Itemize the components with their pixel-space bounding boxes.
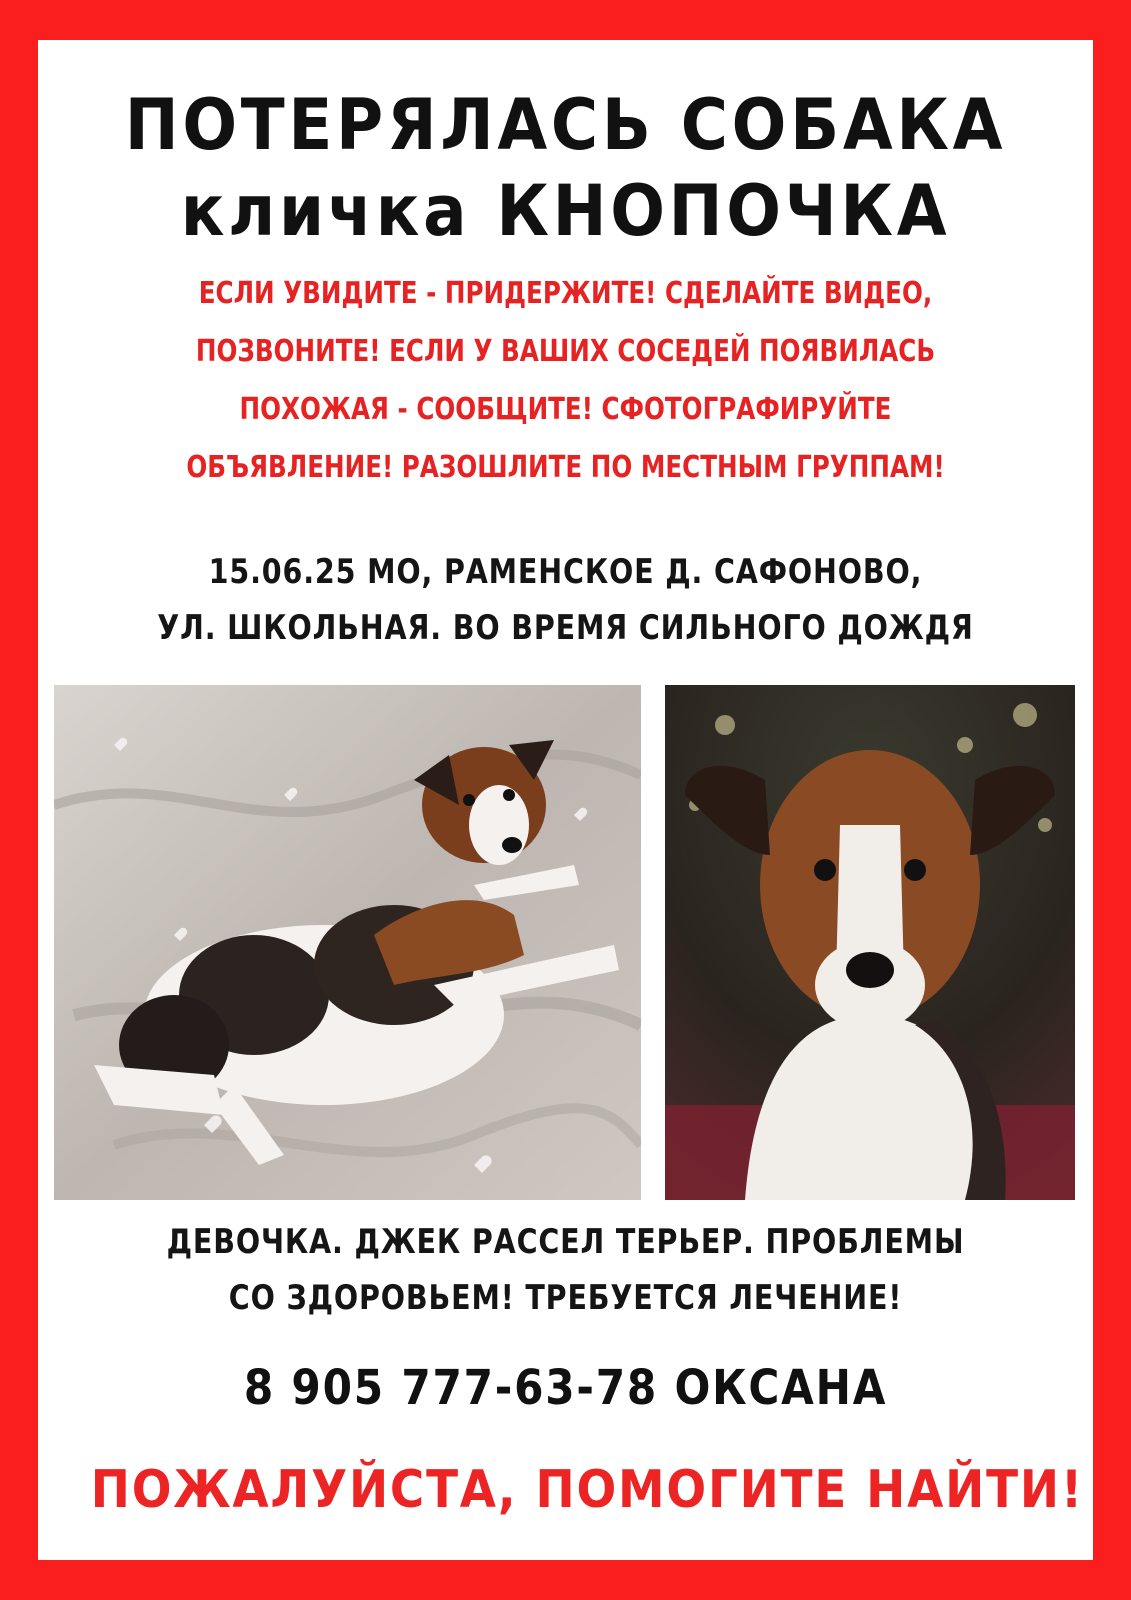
lost-dog-poster	[38, 40, 1093, 1560]
appeal-line-1: ЕСЛИ УВИДИТЕ - ПРИДЕРЖИТЕ! СДЕЛАЙТЕ ВИДЕО,	[198, 276, 933, 311]
description-line-1: ДЕВОЧКА. ДЖЕК РАССЕЛ ТЕРЬЕР. ПРОБЛЕМЫ	[166, 1222, 965, 1262]
location-line-2: УЛ. ШКОЛЬНАЯ. ВО ВРЕМЯ СИЛЬНОГО ДОЖДЯ	[157, 608, 974, 648]
title-line-1: ПОТЕРЯЛАСЬ СОБАКА	[124, 84, 1007, 166]
title-line-2: кличка КНОПОЧКА	[180, 170, 951, 252]
description-line-2: СО ЗДОРОВЬЕМ! ТРЕБУЕТСЯ ЛЕЧЕНИЕ!	[228, 1278, 903, 1318]
dog-lying-on-bed-photo	[54, 685, 641, 1200]
contact-phone: 8 905 777-63-78 ОКСАНА	[243, 1360, 888, 1416]
appeal-line-3: ПОХОЖАЯ - СООБЩИТЕ! СФОТОГРАФИРУЙТЕ	[239, 392, 892, 427]
appeal-line-4: ОБЪЯВЛЕНИЕ! РАЗОШЛИТЕ ПО МЕСТНЫМ ГРУППАМ!	[186, 450, 945, 485]
appeal-line-2: ПОЗВОНИТЕ! ЕСЛИ У ВАШИХ СОСЕДЕЙ ПОЯВИЛАСЬ	[195, 334, 936, 369]
dog-portrait-photo	[665, 685, 1075, 1200]
location-line-1: 15.06.25 МО, РАМЕНСКОЕ Д. САФОНОВО,	[208, 552, 923, 592]
help-plea: ПОЖАЛУЙСТА, ПОМОГИТЕ НАЙТИ!	[90, 1460, 1084, 1520]
